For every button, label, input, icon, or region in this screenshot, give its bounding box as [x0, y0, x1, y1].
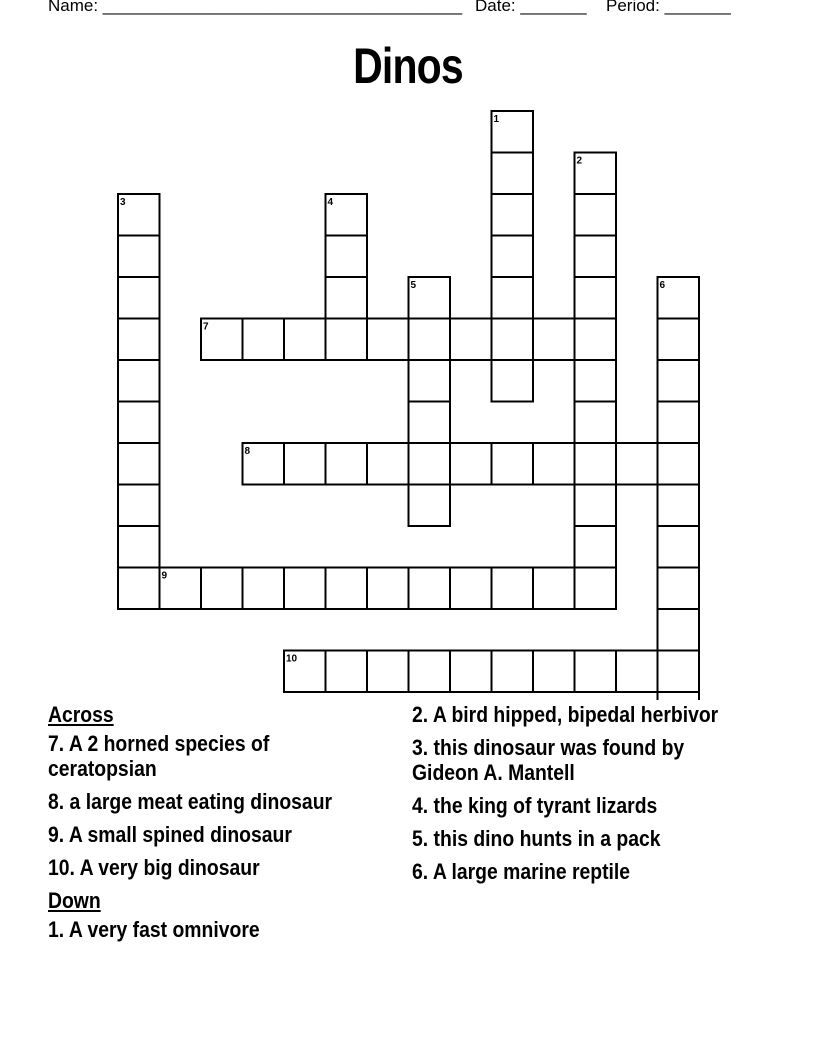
grid-cell[interactable] [243, 319, 285, 361]
grid-cell[interactable] [118, 236, 160, 278]
grid-cell[interactable] [118, 319, 160, 361]
grid-cell[interactable] [575, 568, 617, 610]
grid-cell[interactable] [409, 443, 451, 485]
period-field[interactable]: Period: _______ [606, 0, 731, 15]
grid-cell[interactable] [575, 443, 617, 485]
grid-cell[interactable] [118, 277, 160, 319]
grid-cell[interactable] [118, 360, 160, 402]
grid-cell[interactable] [118, 485, 160, 527]
grid-cell[interactable] [658, 568, 700, 610]
grid-cell[interactable] [409, 651, 451, 693]
grid-cell[interactable] [409, 485, 451, 527]
grid-cell[interactable] [409, 319, 451, 361]
clue-down-3: 3. this dinosaur was found by Gideon A. Mantell [412, 735, 685, 785]
grid-cell[interactable] [533, 568, 575, 610]
grid-cell[interactable] [533, 319, 575, 361]
grid-cell[interactable] [575, 236, 617, 278]
grid-cell[interactable] [492, 651, 534, 693]
grid-cell[interactable] [409, 360, 451, 402]
clue-number: 7 [203, 321, 209, 333]
grid-cell[interactable] [367, 651, 409, 693]
grid-cell[interactable] [450, 319, 492, 361]
clue-down-5: 5. this dino hunts in a pack [412, 826, 661, 851]
grid-cell[interactable] [658, 692, 700, 700]
grid-cell[interactable] [492, 360, 534, 402]
clue-number: 1 [493, 114, 500, 125]
date-field[interactable]: Date: _______ [475, 0, 587, 15]
grid-cell[interactable] [367, 568, 409, 610]
clue-across-8: 8. a large meat eating dinosaur [48, 789, 333, 814]
grid-cell[interactable] [492, 236, 534, 278]
clue-number: 2 [576, 155, 583, 167]
clue-across-7: 7. A 2 horned species of ceratopsian [48, 731, 270, 781]
clue-down-6: 6. A large marine reptile [412, 859, 631, 884]
grid-cell[interactable] [575, 319, 617, 361]
clue-number: 9 [161, 570, 168, 582]
grid-cell[interactable] [658, 651, 700, 693]
grid-cell[interactable] [450, 443, 492, 485]
grid-cell[interactable] [326, 443, 368, 485]
grid-cell[interactable] [326, 236, 368, 278]
across-heading: Across [48, 702, 114, 727]
clue-down-4: 4. the king of tyrant lizards [412, 793, 658, 818]
grid-cell[interactable] [658, 526, 700, 568]
grid-cell[interactable] [409, 568, 451, 610]
grid-cell[interactable] [492, 153, 534, 195]
grid-cell[interactable] [492, 568, 534, 610]
grid-cell[interactable] [284, 568, 326, 610]
clue-down-1: 1. A very fast omnivore [48, 917, 260, 942]
grid-cell[interactable] [450, 651, 492, 693]
grid-cell[interactable] [284, 319, 326, 361]
grid-cell[interactable] [450, 568, 492, 610]
grid-cell[interactable] [367, 319, 409, 361]
name-field[interactable]: Name: ______________________________________ [48, 0, 463, 15]
grid-cell[interactable] [118, 402, 160, 444]
grid-cell[interactable] [658, 360, 700, 402]
grid-cell[interactable] [492, 194, 534, 236]
grid-cell[interactable] [201, 568, 243, 610]
clue-across-9: 9. A small spined dinosaur [48, 822, 292, 847]
clue-number: 5 [410, 280, 417, 291]
grid-cell[interactable] [575, 651, 617, 693]
grid-cell[interactable] [658, 319, 700, 361]
grid-cell[interactable] [326, 277, 368, 319]
grid-cell[interactable] [326, 651, 368, 693]
puzzle-title: Dinos [353, 38, 463, 94]
grid-cell[interactable] [616, 443, 658, 485]
grid-cell[interactable] [658, 402, 700, 444]
grid-cell[interactable] [575, 526, 617, 568]
grid-cell[interactable] [658, 443, 700, 485]
down-heading: Down [48, 888, 101, 913]
grid-cell[interactable] [575, 194, 617, 236]
grid-cell[interactable] [575, 277, 617, 319]
grid-cell[interactable] [658, 485, 700, 527]
grid-cell[interactable] [492, 277, 534, 319]
clue-number: 8 [244, 446, 251, 457]
grid-cell[interactable] [118, 526, 160, 568]
grid-cell[interactable] [575, 402, 617, 444]
clue-number: 4 [327, 197, 334, 208]
clue-number: 6 [659, 280, 666, 291]
grid-cell[interactable] [243, 568, 285, 610]
grid-cell[interactable] [616, 651, 658, 693]
grid-cell[interactable] [575, 485, 617, 527]
grid-cell[interactable] [492, 443, 534, 485]
clues-column-left [48, 702, 374, 950]
grid-cell[interactable] [492, 319, 534, 361]
grid-cell[interactable] [575, 360, 617, 402]
grid-cell[interactable] [118, 568, 160, 610]
grid-cell[interactable] [326, 319, 368, 361]
grid-cell[interactable] [367, 443, 409, 485]
clue-number: 3 [120, 197, 126, 208]
grid-cell[interactable] [409, 402, 451, 444]
clues-column-right [412, 702, 729, 892]
clue-across-10: 10. A very big dinosaur [48, 855, 260, 880]
grid-cell[interactable] [658, 609, 700, 651]
grid-cell[interactable] [284, 443, 326, 485]
clue-number: 10 [286, 653, 298, 665]
grid-cell[interactable] [533, 443, 575, 485]
grid-cell[interactable] [533, 651, 575, 693]
grid-cell[interactable] [118, 443, 160, 485]
grid-cell[interactable] [326, 568, 368, 610]
clue-down-2: 2. A bird hipped, bipedal herbivor [412, 702, 719, 727]
